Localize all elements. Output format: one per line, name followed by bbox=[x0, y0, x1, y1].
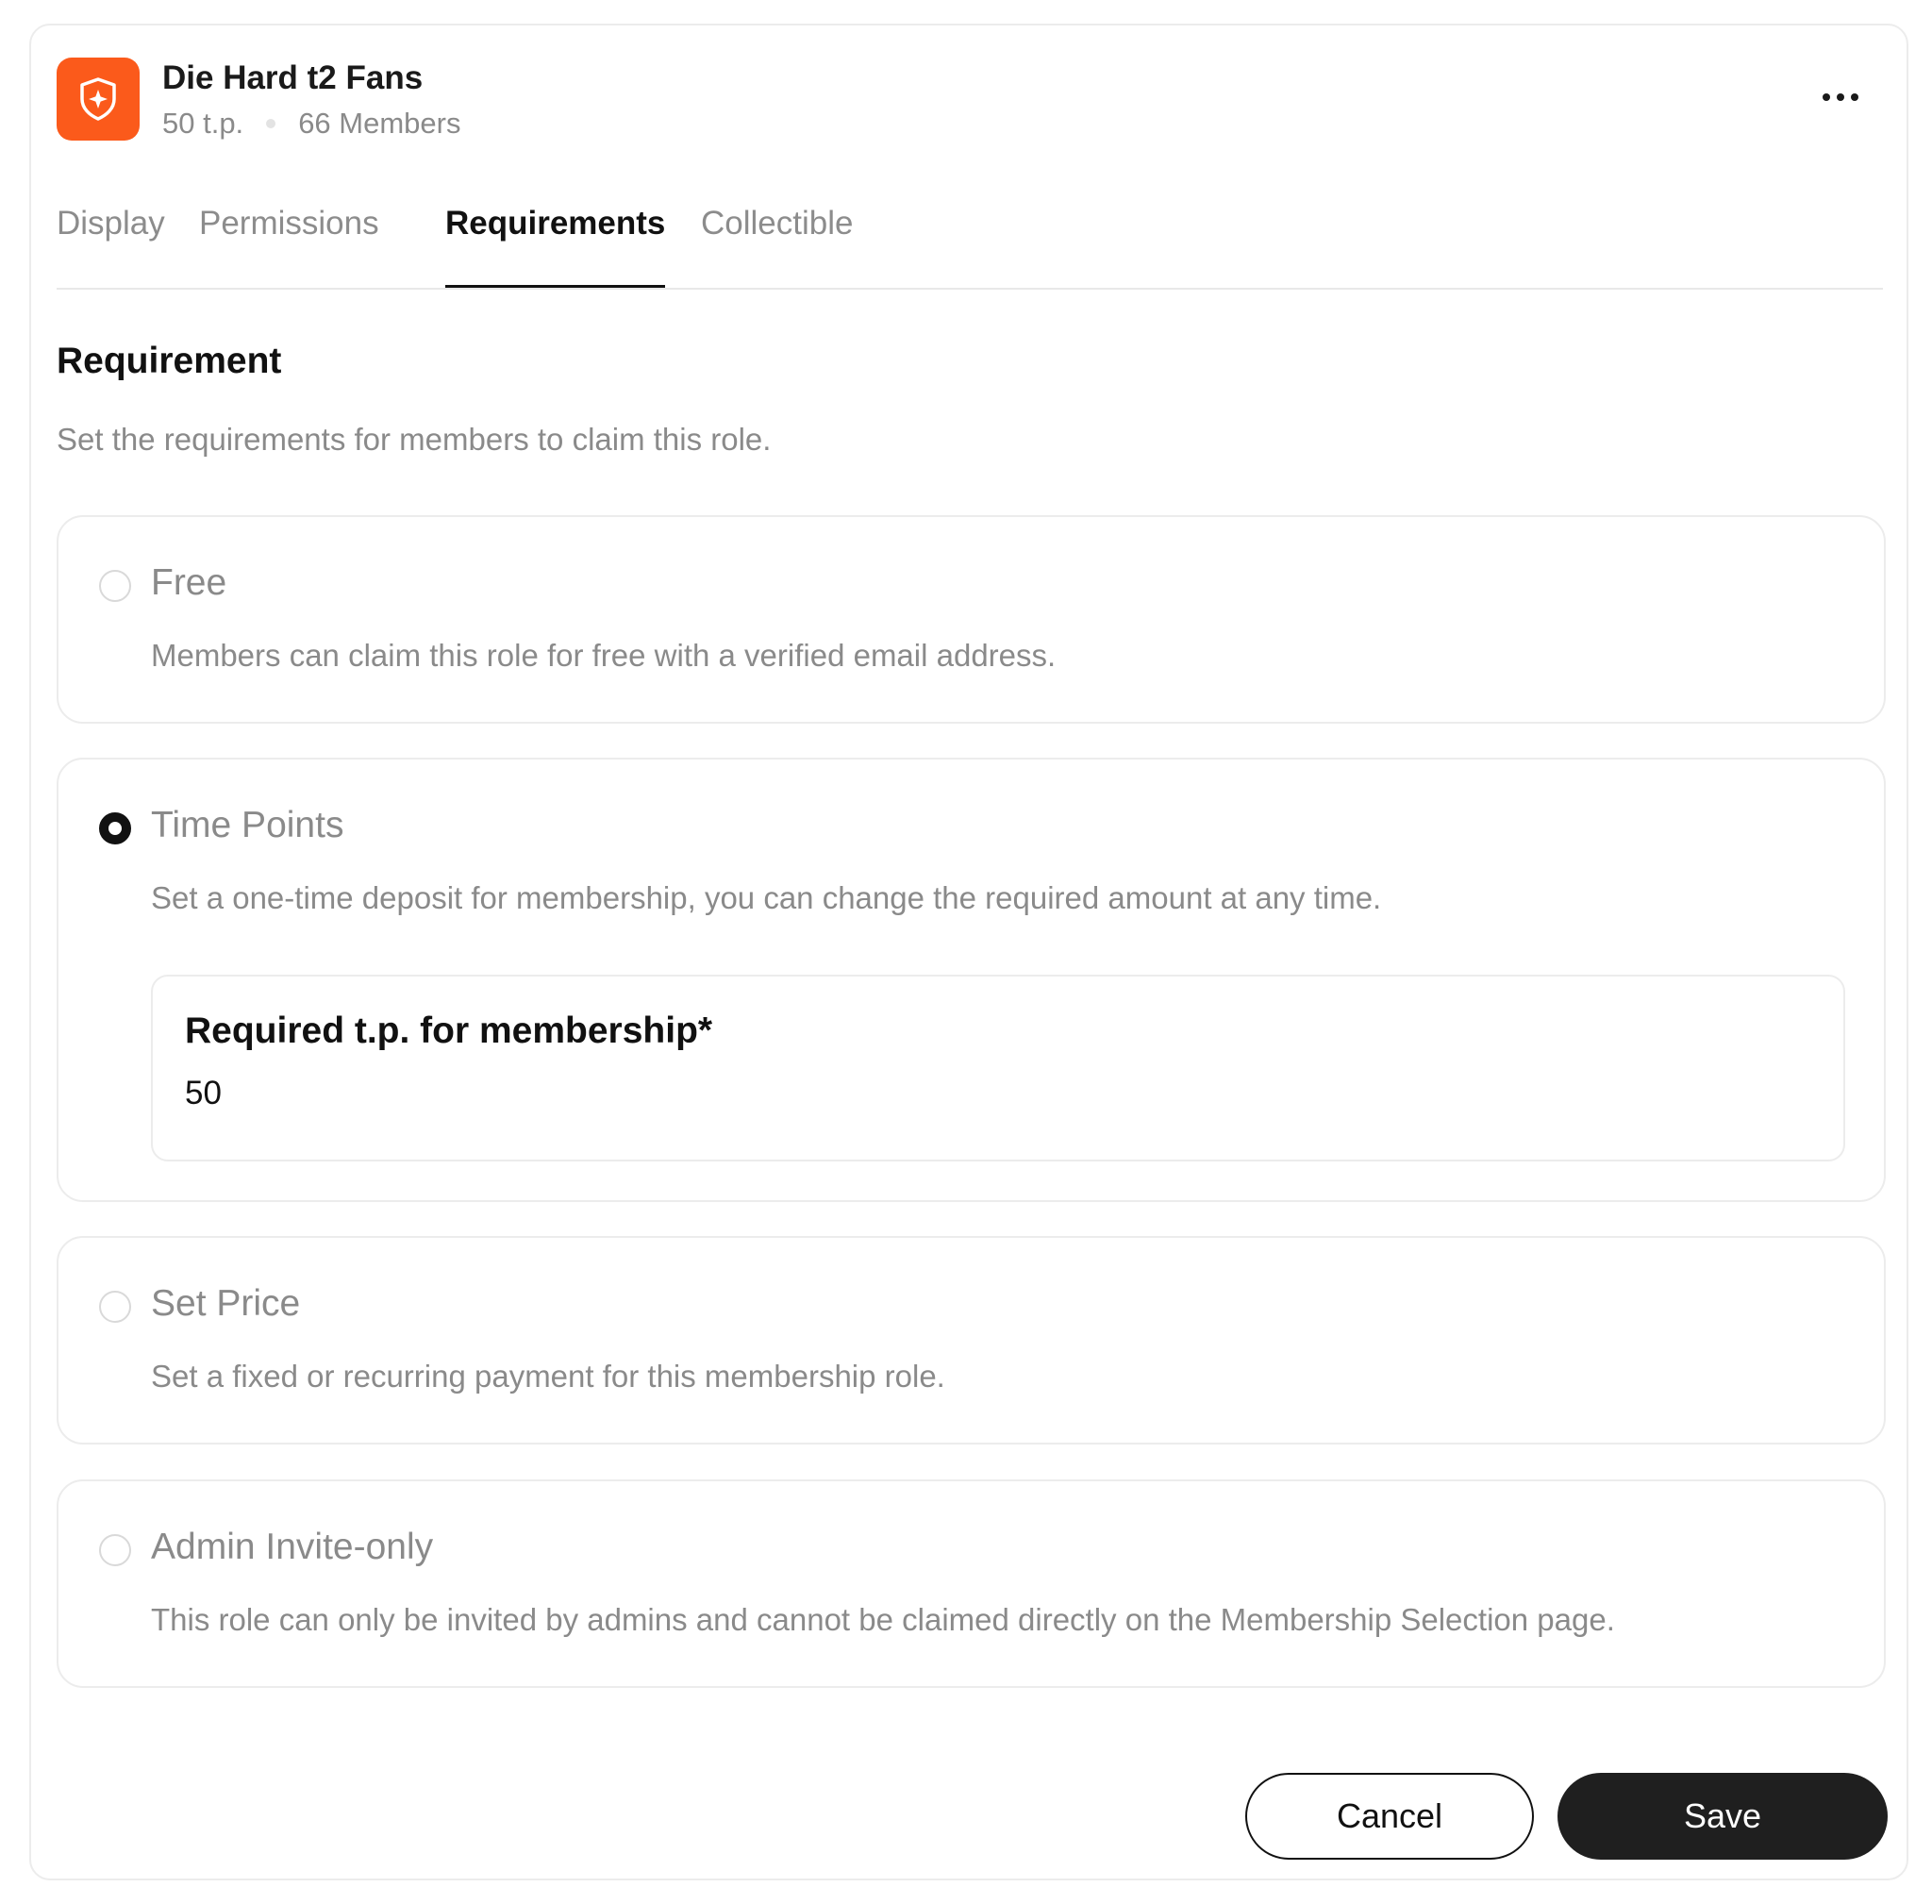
role-meta bbox=[162, 107, 460, 141]
required-tp-field[interactable] bbox=[151, 975, 1845, 1161]
role-title: Die Hard t2 Fans bbox=[162, 59, 424, 96]
more-icon-dot bbox=[1837, 93, 1844, 101]
option-label: Admin Invite-only bbox=[151, 1527, 434, 1567]
option-label: Set Price bbox=[151, 1283, 301, 1324]
required-tp-input[interactable] bbox=[185, 1075, 1789, 1112]
option-free[interactable] bbox=[57, 515, 1886, 724]
option-description: Set a fixed or recurring payment for this membership role. bbox=[151, 1359, 945, 1394]
tab-requirements[interactable]: Requirements bbox=[445, 205, 665, 288]
radio-time-points[interactable] bbox=[99, 812, 131, 844]
option-description: Set a one-time deposit for membership, you can change the required amount at any time. bbox=[151, 880, 1382, 915]
tab-bar bbox=[57, 184, 1883, 290]
more-options-button[interactable] bbox=[1810, 78, 1871, 116]
shield-sparkle-icon bbox=[57, 58, 140, 141]
tab-display[interactable]: Display bbox=[57, 205, 165, 242]
radio-set-price[interactable] bbox=[99, 1291, 131, 1323]
more-icon-dot bbox=[1851, 93, 1858, 101]
option-label: Time Points bbox=[151, 805, 344, 845]
option-description: Members can claim this role for free with a verified email address. bbox=[151, 638, 1057, 673]
section-description: Set the requirements for members to claim this role. bbox=[57, 422, 772, 457]
radio-free[interactable] bbox=[99, 570, 131, 602]
option-time-points[interactable] bbox=[57, 758, 1886, 1202]
save-button[interactable]: Save bbox=[1557, 1773, 1888, 1860]
section-title: Requirement bbox=[57, 341, 282, 381]
more-icon bbox=[1823, 93, 1830, 101]
tab-permissions[interactable]: Permissions bbox=[199, 205, 379, 242]
option-description: This role can only be invited by admins and cannot be claimed directly on the Membership Selection page. bbox=[151, 1602, 1615, 1637]
option-set-price[interactable] bbox=[57, 1236, 1886, 1445]
radio-admin-invite-only[interactable] bbox=[99, 1534, 131, 1566]
option-admin-invite-only[interactable] bbox=[57, 1479, 1886, 1688]
separator-dot bbox=[266, 119, 275, 128]
role-points: 50 t.p. bbox=[162, 107, 244, 140]
tab-collectible[interactable]: Collectible bbox=[701, 205, 854, 242]
cancel-button[interactable]: Cancel bbox=[1245, 1773, 1534, 1860]
role-members-count: 66 Members bbox=[298, 107, 461, 140]
option-label: Free bbox=[151, 562, 227, 603]
required-tp-label: Required t.p. for membership* bbox=[185, 1010, 713, 1051]
role-settings-card bbox=[29, 24, 1908, 1880]
